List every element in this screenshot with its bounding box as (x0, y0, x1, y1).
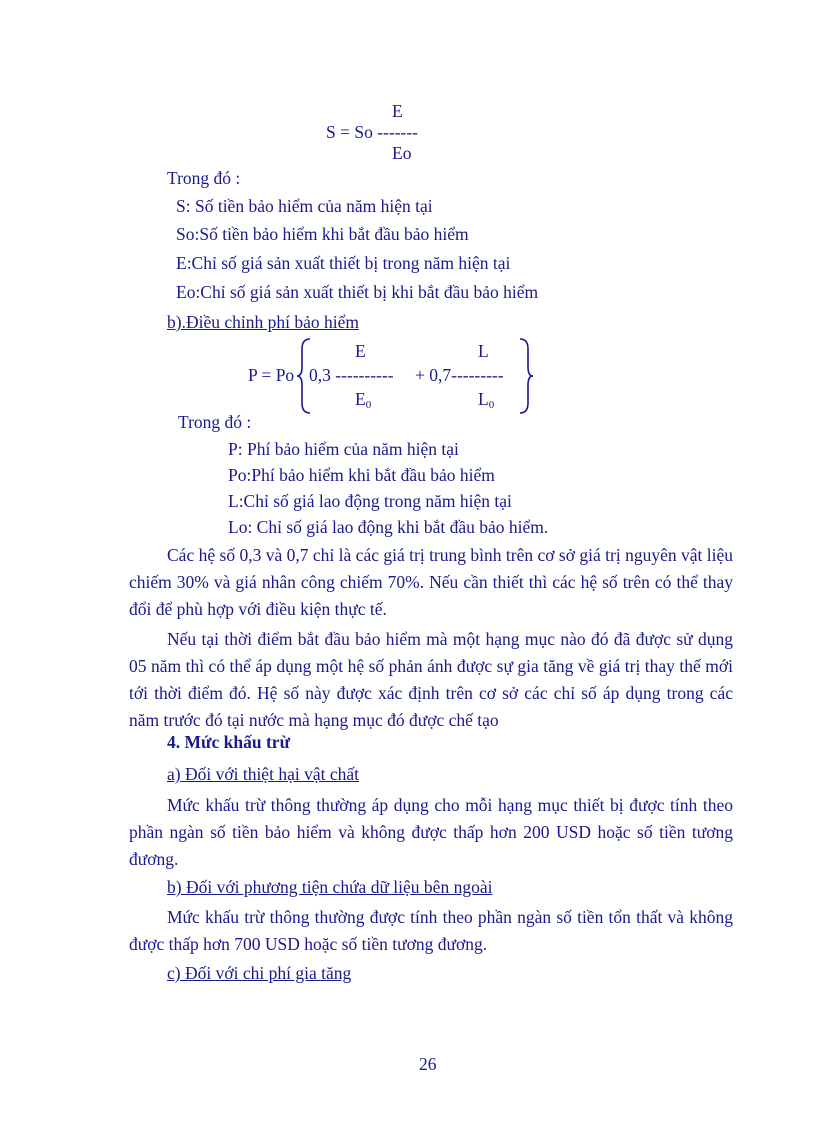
section4-b-text: Mức khấu trừ thông thường được tính theo phần ngàn số tiền tổn thất và không được thấp hơn 700 USD hoặc số tiền tương đương. (129, 907, 733, 954)
section-b-premium-heading: b).Điều chỉnh phí bảo hiểm (167, 312, 359, 332)
formula2-term2: + 0,7--------- (415, 365, 504, 385)
formula1-numerator: E (392, 101, 403, 121)
right-brace-icon (518, 337, 534, 415)
section4-heading: 4. Mức khấu trừ (167, 732, 291, 752)
paragraph-used-items: Nếu tại thời điểm bắt đầu bảo hiểm mà một hạng mục nào đó đã được sử dụng 05 năm thì có thể áp dụng một hệ số phản ánh được sự gia tăng về giá trị thay thế mới tới thời điểm đó. Hệ số này được xác định trên cơ sở các chỉ số áp dụng trong các năm trước đó tại nước mà hạng mục đó được chế tạo (129, 629, 733, 730)
definitions1-intro: Trong đó : (167, 168, 241, 188)
definition-item: E:Chỉ số giá sản xuất thiết bị trong năm hiện tại (176, 253, 511, 273)
formula2-term1: 0,3 ---------- (309, 365, 394, 385)
definition-item: P: Phí bảo hiểm của năm hiện tại (228, 439, 459, 459)
section4-c-heading: c) Đối với chi phí gia tăng (167, 963, 352, 983)
definition-item: Po:Phí bảo hiểm khi bắt đầu bảo hiểm (228, 465, 495, 485)
section4-a-heading: a) Đối với thiệt hại vật chất (167, 764, 359, 784)
definition-item: L:Chỉ số giá lao động trong năm hiện tại (228, 491, 512, 511)
paragraph-coefficients: Các hệ số 0,3 và 0,7 chỉ là các giá trị trung bình trên cơ sở giá trị nguyên vật liệu chiếm 30% và giá nhân công chiếm 70%. Nếu cần thiết thì các hệ số trên có thể thay đổi để phù hợp với điều kiện thực tế. (129, 545, 733, 619)
page-number: 26 (419, 1054, 437, 1074)
definition-item: S: Số tiền bảo hiểm của năm hiện tại (176, 196, 433, 216)
formula2-numerator-e: E (355, 341, 366, 361)
formula2-denominator-e: $E_0$ (355, 389, 372, 411)
section4-b-heading: b) Đối với phương tiện chứa dữ liệu bên ngoài (167, 877, 493, 897)
definition-item: Lo: Chỉ số giá lao động khi bắt đầu bảo hiểm. (228, 517, 549, 537)
definition-item: So:Số tiền bảo hiểm khi bắt đầu bảo hiểm (176, 224, 469, 244)
formula1-denominator: Eo (392, 143, 412, 163)
formula2-denominator-l: $L_0$ (478, 389, 495, 411)
definitions2-intro: Trong đó : (178, 412, 252, 432)
formula2-numerator-l: L (478, 341, 489, 361)
section4-a-text: Mức khấu trừ thông thường áp dụng cho mỗi hạng mục thiết bị được tính theo phần ngàn số tiền bảo hiểm và không được thấp hơn 200 USD hoặc số tiền tương đương. (129, 795, 733, 869)
formula1-lhs: S = So ------- (326, 122, 419, 142)
formula2-lhs: P = Po (248, 365, 295, 385)
definition-item: Eo:Chỉ số giá sản xuất thiết bị khi bắt đầu bảo hiểm (176, 282, 539, 302)
